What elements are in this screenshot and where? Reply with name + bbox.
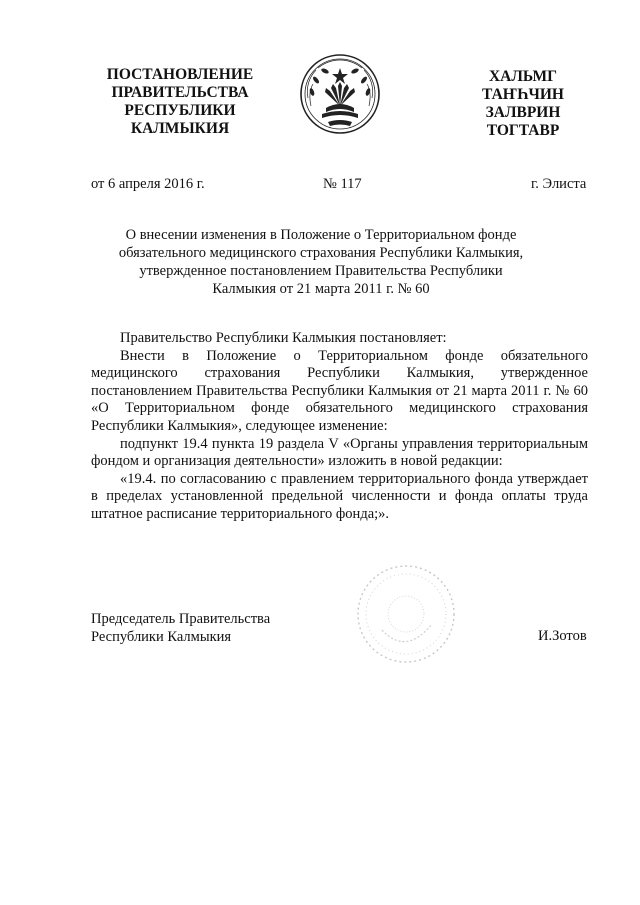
document-city: г. Элиста	[531, 176, 587, 192]
body-paragraph: «19.4. по согласованию с правлением территориального фонда утверждает в пределах установленной предельной численности и фонда оплаты труда штатное расписание территориального фонда;».	[91, 470, 588, 522]
document-date: от 6 апреля 2016 г.	[91, 176, 205, 192]
header-right-title	[458, 68, 588, 140]
signatory-position-line: Республики Калмыкия	[91, 629, 232, 645]
kalmykia-coat-of-arms-icon	[298, 52, 382, 136]
signatory-name: И.Зотов	[538, 628, 587, 644]
header-right-line: ТАҤҺЧИН	[482, 86, 564, 103]
header-left-line: РЕСПУБЛИКИ	[124, 102, 236, 119]
body-paragraph: Правительство Республики Калмыкия постановляет:	[120, 330, 447, 346]
body-paragraph: подпункт 19.4 пункта 19 раздела V «Органы управления территориальным фондом и организация деятельности» изложить в новой редакции:	[91, 435, 588, 470]
faded-stamp-icon	[352, 560, 460, 668]
header-right-line: ХАЛЬМГ	[488, 68, 558, 85]
document-number: № 117	[323, 176, 362, 192]
header-left-title	[100, 66, 260, 138]
header-right-line: ТОГТАВР	[486, 122, 560, 139]
document-body	[91, 330, 588, 524]
header-left-line: КАЛМЫКИЯ	[130, 120, 230, 137]
signatory-position	[91, 610, 270, 646]
signatory-position-line: Председатель Правительства	[91, 611, 271, 627]
header-left-line: ПРАВИТЕЛЬСТВА	[111, 84, 249, 101]
header-right-line: ЗАЛВРИН	[485, 104, 561, 121]
header-left-line: ПОСТАНОВЛЕНИЕ	[106, 66, 254, 83]
body-paragraph: Внести в Положение о Территориальном фонде обязательного медицинского страхования Республики Калмыкия, утвержденное постановлением Правительства Республики Калмыкия от 21 марта 2011 г. № 60 «О Территориальном фонде обязательного медицинского страхования Республики Калмыкия», следующее изменение:	[91, 347, 588, 434]
document-title: О внесении изменения в Положение о Территориальном фонде обязательного медицинского страхования Республики Калмыкия, утвержденное постановлением Правительства Республики Калмыкия от 21 марта 2011 г. № 60	[118, 227, 524, 297]
